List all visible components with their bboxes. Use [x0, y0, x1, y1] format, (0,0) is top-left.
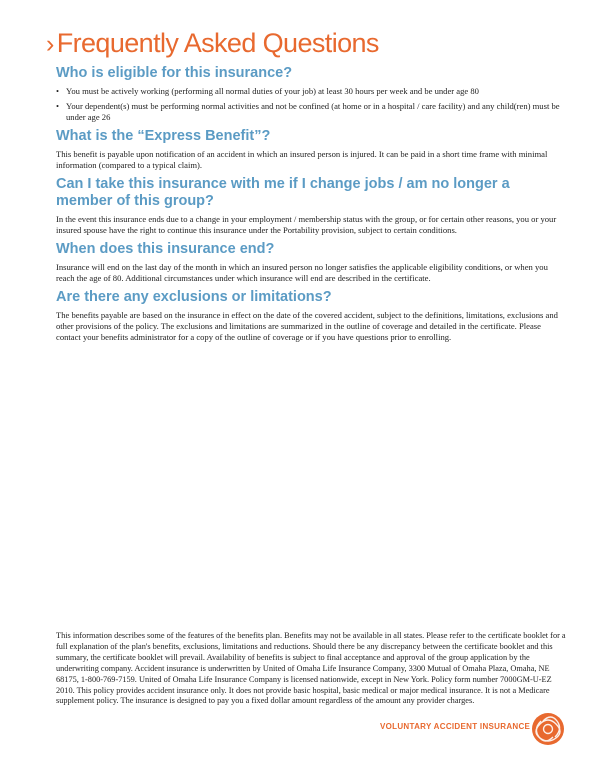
faq-list [56, 65, 566, 348]
faq-question: What is the “Express Benefit”? [56, 128, 271, 144]
faq-item-express-benefit [56, 128, 566, 171]
bullet-icon: • [56, 101, 60, 111]
faq-answer: This benefit is payable upon notification of an accident in which an insured person is injured. It can be paid in a short time frame with minimal information (compared to a typical claim). [56, 149, 548, 170]
page-title [46, 25, 379, 62]
faq-question: Who is eligible for this insurance? [56, 65, 293, 81]
page-title-text: Frequently Asked Questions [56, 28, 379, 58]
faq-answer: In the event this insurance ends due to a change in your employment / membership status with the group, or for certain other reasons, you or your insured spouse have the right to continue this insurance under the Portability provision, subject to certain conditions. [56, 214, 557, 235]
faq-answer: Insurance will end on the last day of the month in which an insured person no longer satisfies the applicable eligibility conditions, or when you reach the age of 80. Additional circumstances under which insurance will end are described in the certificate. [56, 262, 548, 283]
faq-item-termination [56, 241, 566, 284]
bullet-icon: • [56, 86, 60, 96]
faq-question: Can I take this insurance with me if I change jobs / am no longer a member of this group? [56, 176, 510, 209]
eligibility-bullets [56, 86, 566, 123]
chevron-right-icon: › [46, 30, 54, 58]
faq-question: Are there any exclusions or limitations? [56, 289, 332, 305]
list-item [56, 86, 566, 97]
list-item [56, 101, 566, 123]
legal-disclaimer: This information describes some of the features of the benefits plan. Benefits may not be available in all states. Please refer to the certificate booklet for a full explanation of the plan's benefits, exclusions, limitations and reductions. Should there be any discrepancy between the certificate booklet and this summary, the certificate booklet will prevail. Availability of benefits is subject to final acceptance and approval of the group application by the underwriting company. Accident insurance is underwritten by United of Omaha Life Insurance Company, 3300 Mutual of Omaha Plaza, Omaha, NE 68175, 1-800-769-7159. United of Omaha Life Insurance Company is licensed nationwide, except in New York. Policy form number 7000GM-U-EZ 2010. This policy provides accident insurance only. It does not provide basic hospital, basic medical or major medical insurance. It is not a Medicare supplement policy. The insurance is designed to pay you a fixed dollar amount regardless of the amount any provider charges. [56, 631, 566, 706]
faq-item-portability [56, 176, 566, 236]
faq-question: When does this insurance end? [56, 241, 275, 257]
faq-item-exclusions [56, 289, 566, 343]
bullet-text: Your dependent(s) must be performing normal activities and not be confined (at home or in a hospital / care facility) and any child(ren) must be under age 26 [66, 101, 560, 122]
orange-circle-knot-logo-icon [531, 712, 565, 746]
faq-answer: The benefits payable are based on the insurance in effect on the date of the covered accident, subject to the definitions, limitations, exclusions and other provisions of the policy. The exclusions and limitations are summarized in the outline of coverage and detailed in the certificate. Please contact your benefits administrator for a copy of the outline of coverage or if you have questions prior to enrolling. [56, 310, 558, 342]
faq-item-eligibility [56, 65, 566, 123]
bullet-text: You must be actively working (performing all normal duties of your job) at least 30 hours per week and be under age 80 [66, 86, 479, 96]
product-label: VOLUNTARY ACCIDENT INSURANCE [380, 722, 531, 731]
